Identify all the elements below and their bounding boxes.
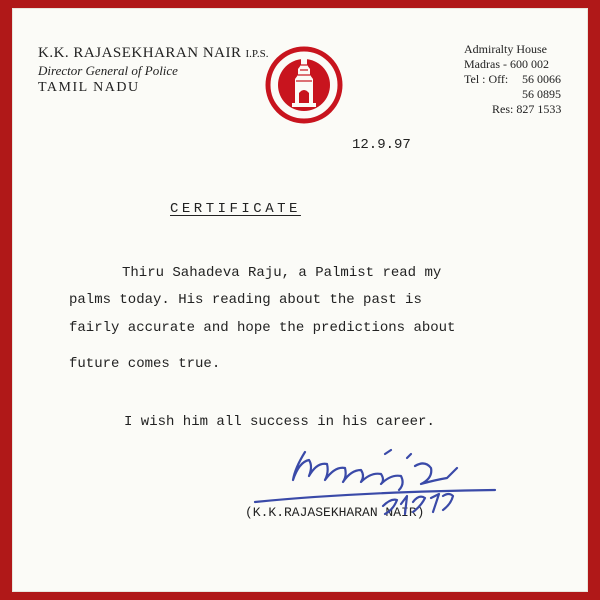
body-line-1: Thiru Sahadeva Raju, a Palmist read my — [122, 265, 442, 281]
handwritten-signature — [235, 440, 525, 525]
body-line-4: future comes true. — [69, 356, 221, 372]
tel-res-row — [464, 102, 561, 117]
officer-suffix: I.P.S. — [245, 48, 269, 60]
res-label: Res: — [492, 102, 514, 116]
letter-date: 12.9.97 — [352, 137, 411, 153]
signatory-name: (K.K.RAJASEKHARAN NAIR) — [245, 505, 425, 520]
address-line-1: Admiralty House — [464, 42, 547, 56]
res-number: 827 1533 — [516, 102, 562, 116]
officer-title: Director General of Police — [38, 63, 178, 78]
police-seal-icon — [265, 45, 343, 129]
letterhead-left — [38, 44, 268, 96]
body-line-2: palms today. His reading about the past is — [69, 292, 422, 308]
officer-name: K.K. RAJASEKHARAN NAIR — [38, 45, 242, 61]
letterhead-right — [464, 42, 561, 117]
officer-state: TAMIL NADU — [38, 80, 140, 95]
tel-office-2: 56 0895 — [522, 87, 561, 101]
tel-office-row — [464, 72, 561, 87]
address-line-2: Madras - 600 002 — [464, 57, 549, 71]
certificate-heading: CERTIFICATE — [170, 201, 301, 217]
tel-label: Tel : Off: — [464, 72, 509, 86]
closing-line: I wish him all success in his career. — [124, 414, 435, 430]
tel-office-1: 56 0066 — [522, 72, 561, 86]
body-line-3: fairly accurate and hope the predictions about — [69, 320, 456, 336]
